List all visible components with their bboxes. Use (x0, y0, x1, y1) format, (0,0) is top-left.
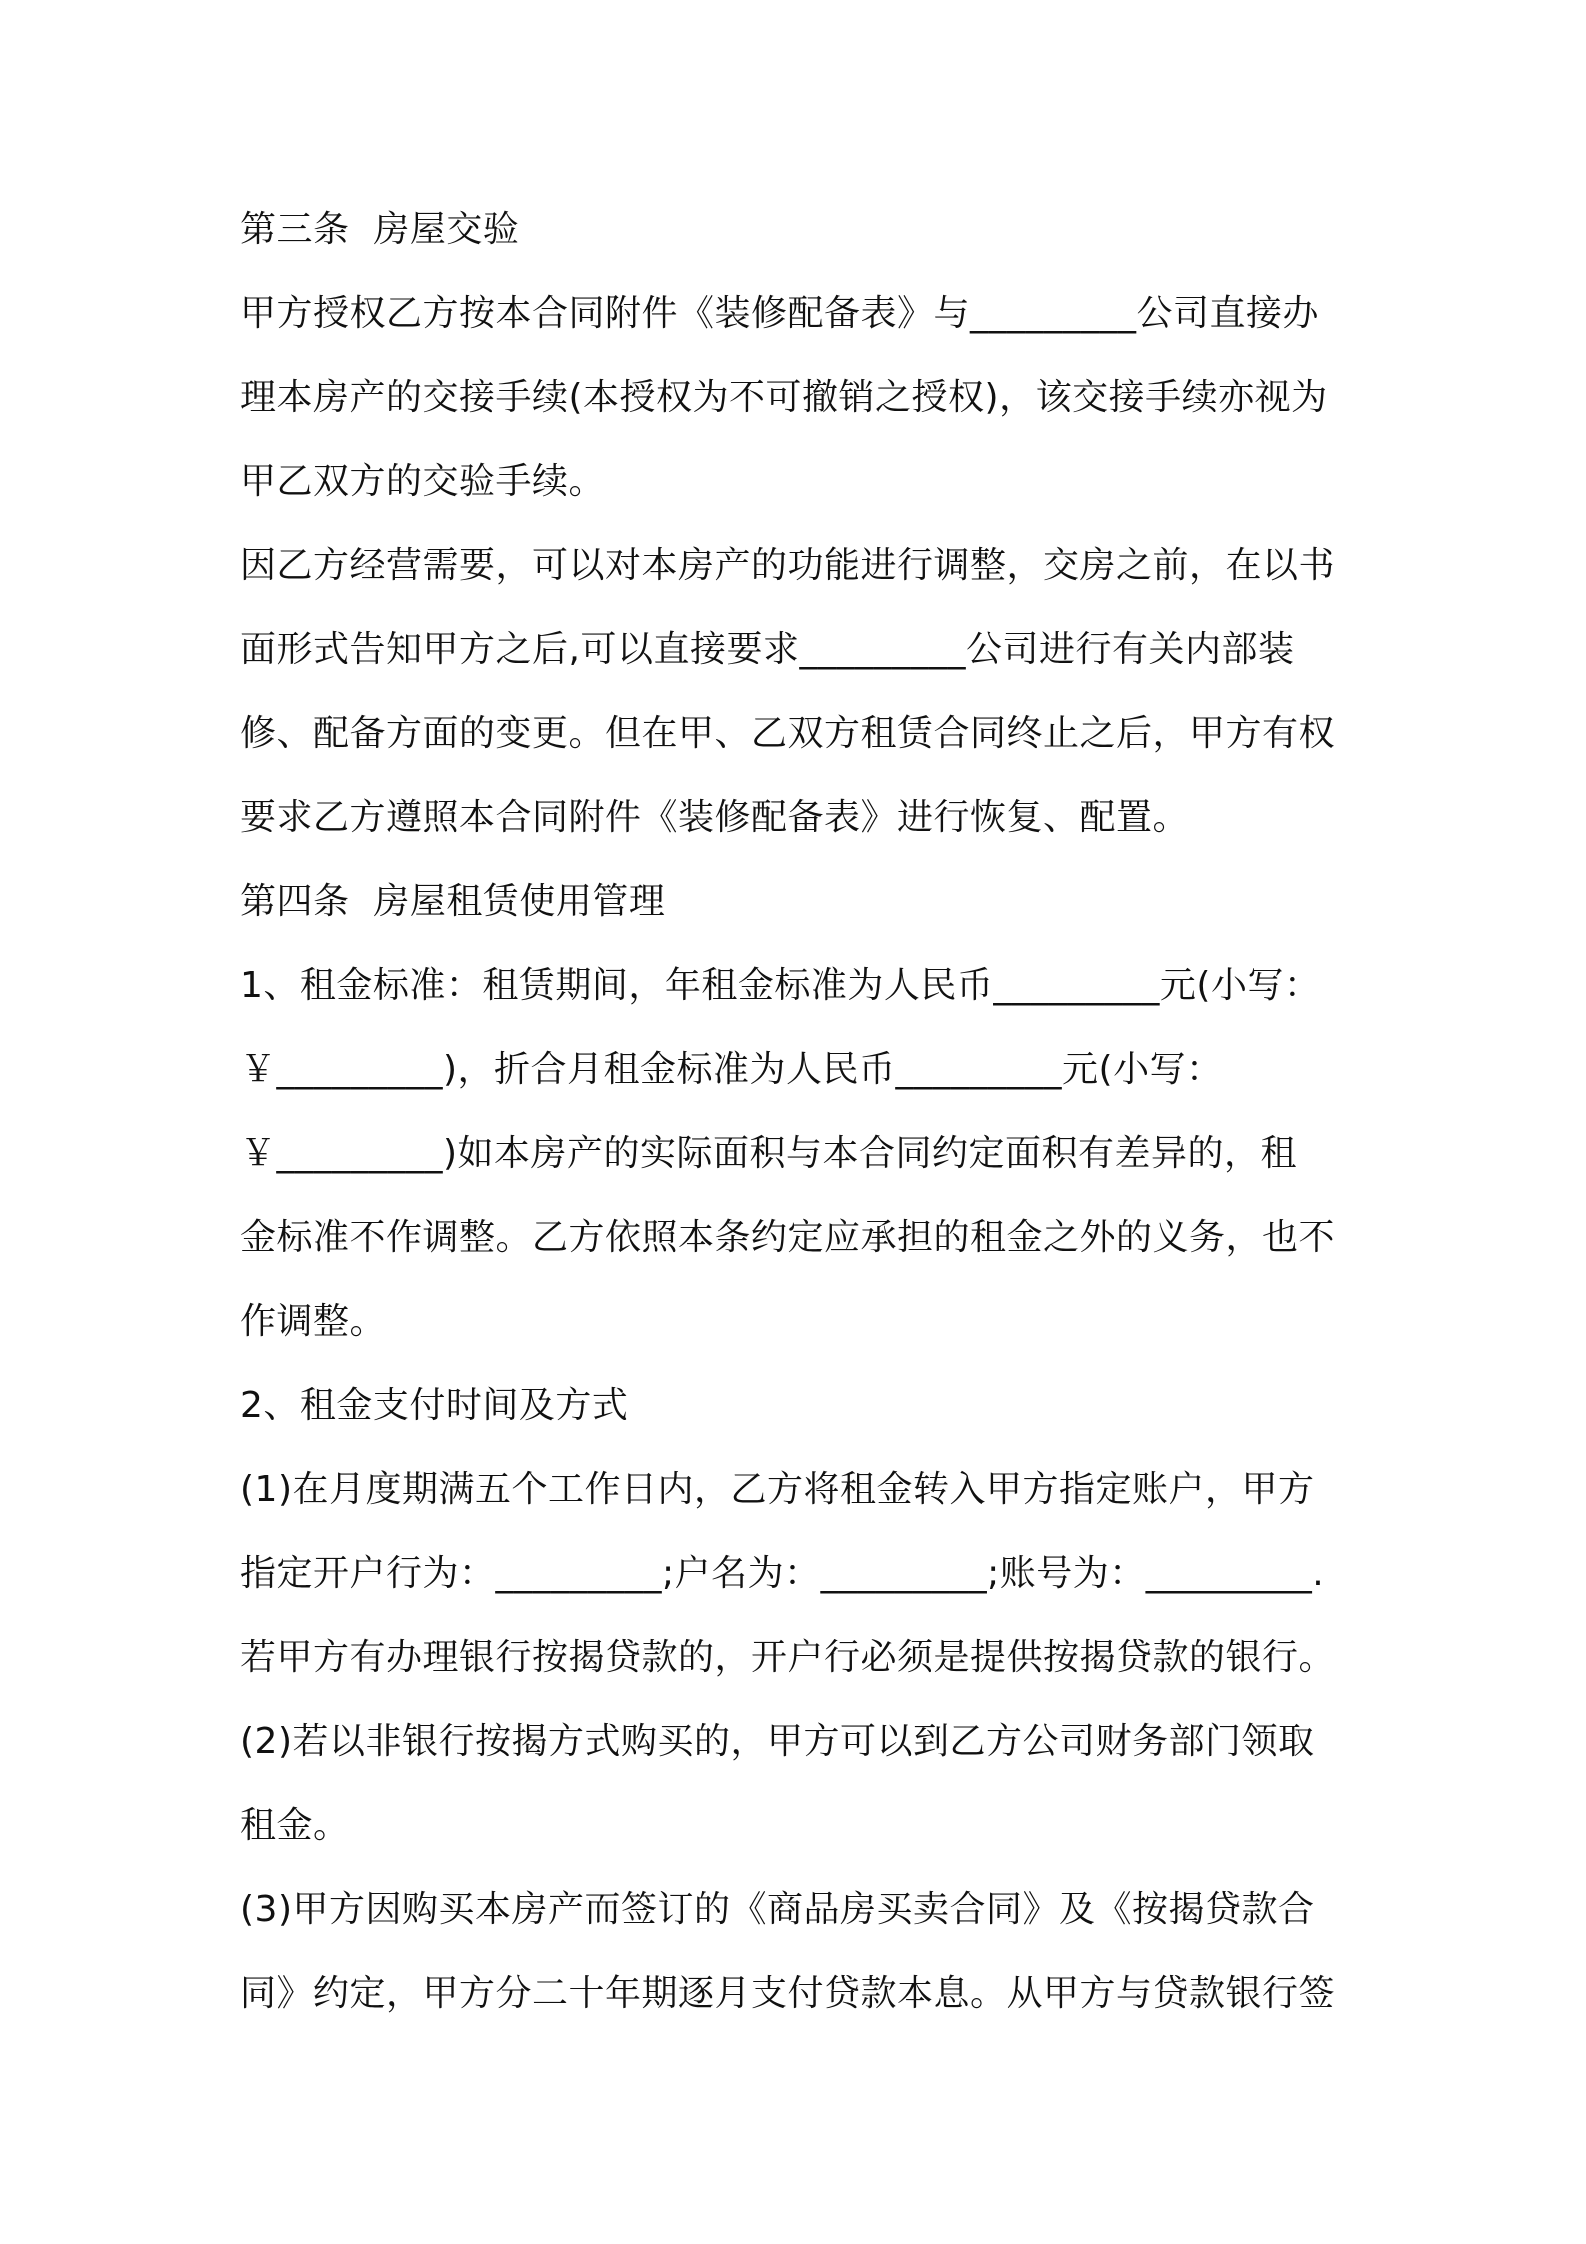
article-4-heading: 第四条 房屋租赁使用管理 (240, 881, 666, 922)
text-line: 甲方授权乙方按本合同附件《装修配备表》与_________公司直接办 (240, 293, 1320, 334)
text-line: (2)若以非银行按揭方式购买的，甲方可以到乙方公司财务部门领取 (240, 1721, 1315, 1762)
text-line: 1、租金标准：租赁期间，年租金标准为人民币_________元(小写： (240, 965, 1321, 1006)
subsection-heading: 2、租金支付时间及方式 (240, 1385, 629, 1426)
text-line: 指定开户行为：_________;户名为：_________;账号为：_________. (240, 1553, 1325, 1594)
text-line: 甲乙双方的交验手续。 (240, 461, 606, 502)
text-line: (1)在月度期满五个工作日内，乙方将租金转入甲方指定账户，甲方 (240, 1469, 1315, 1510)
text-line: ￥_________)如本房产的实际面积与本合同约定面积有差异的，租 (240, 1133, 1298, 1174)
text-line: 因乙方经营需要，可以对本房产的功能进行调整，交房之前，在以书 (240, 545, 1336, 586)
text-line: 作调整。 (240, 1301, 387, 1342)
document-body (240, 188, 1360, 2036)
text-line: 同》约定，甲方分二十年期逐月支付贷款本息。从甲方与贷款银行签 (240, 1973, 1336, 2014)
text-line: (3)甲方因购买本房产而签订的《商品房买卖合同》及《按揭贷款合 (240, 1889, 1315, 1930)
text-line: 租金。 (240, 1805, 350, 1846)
text-line: 金标准不作调整。乙方依照本条约定应承担的租金之外的义务，也不 (240, 1217, 1336, 1258)
text-line: 要求乙方遵照本合同附件《装修配备表》进行恢复、配置。 (240, 797, 1190, 838)
article-3-heading: 第三条 房屋交验 (240, 209, 520, 250)
text-line: 若甲方有办理银行按揭贷款的，开户行必须是提供按揭贷款的银行。 (240, 1637, 1336, 1678)
text-line: 理本房产的交接手续(本授权为不可撤销之授权)，该交接手续亦视为 (240, 377, 1328, 418)
text-line: 修、配备方面的变更。但在甲、乙双方租赁合同终止之后，甲方有权 (240, 713, 1336, 754)
text-line: 面形式告知甲方之后,可以直接要求_________公司进行有关内部装 (240, 629, 1295, 670)
text-line: ￥_________)，折合月租金标准为人民币_________元(小写： (240, 1049, 1223, 1090)
